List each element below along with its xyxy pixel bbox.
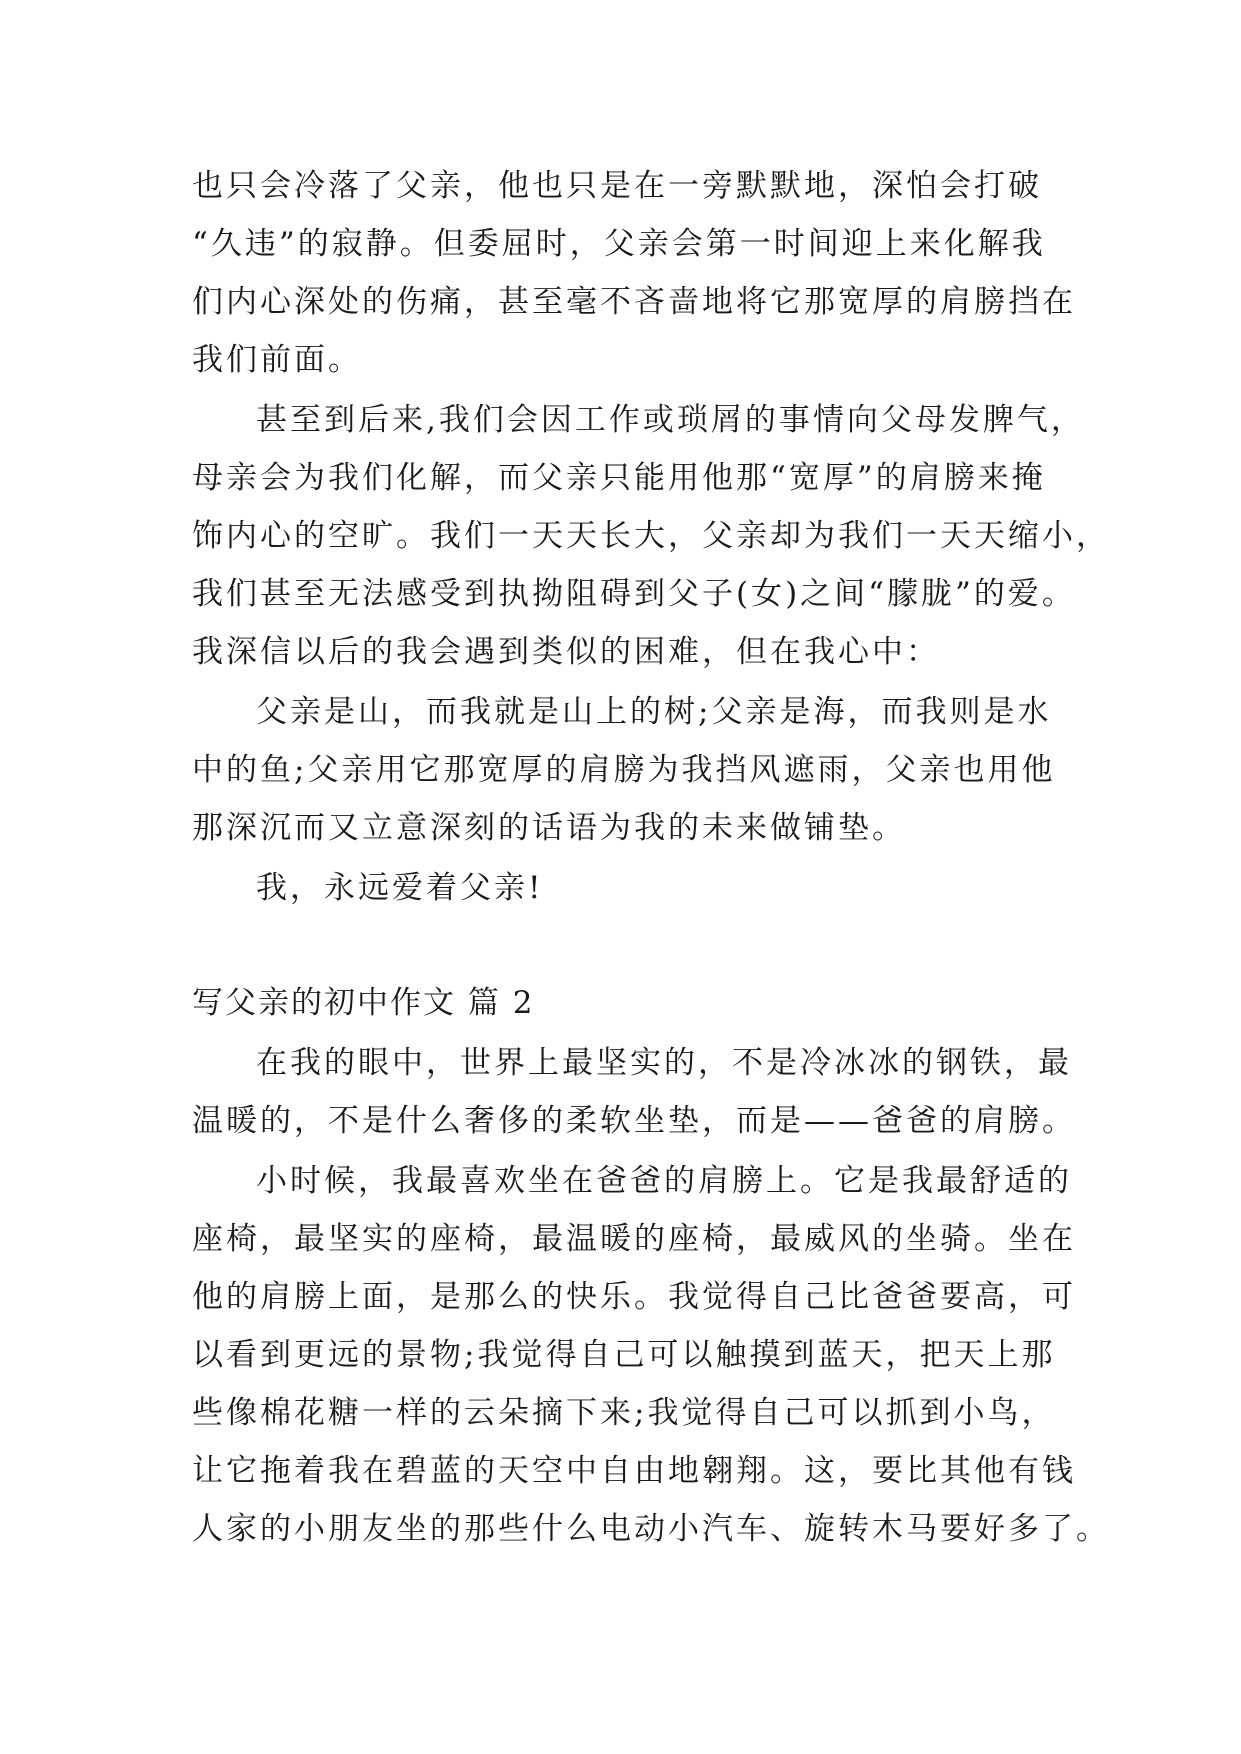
paragraph-line: 在我的眼中，世界上最坚实的，不是冷冰冰的钢铁，最 bbox=[256, 1045, 1072, 1081]
paragraph-line: 温暖的，不是什么奢侈的柔软坐垫，而是——爸爸的肩膀。 bbox=[192, 1103, 1076, 1139]
paragraph-line: 父亲是山，而我就是山上的树;父亲是海，而我则是水 bbox=[256, 694, 1052, 730]
paragraph-line: 小时候，我最喜欢坐在爸爸的肩膀上。它是我最舒适的 bbox=[256, 1163, 1072, 1199]
paragraph-line: 人家的小朋友坐的那些什么电动小汽车、旋转木马要好多了。 bbox=[192, 1511, 1110, 1547]
section-heading: 写父亲的初中作文 篇 2 bbox=[192, 985, 535, 1021]
paragraph-line: 我深信以后的我会遇到类似的困难，但在我心中： bbox=[192, 634, 940, 670]
paragraph-line: 我们前面。 bbox=[192, 342, 362, 378]
paragraph-line: 些像棉花糖一样的云朵摘下来;我觉得自己可以抓到小鸟， bbox=[192, 1395, 1056, 1431]
paragraph-line: 他的肩膀上面，是那么的快乐。我觉得自己比爸爸要高，可 bbox=[192, 1279, 1076, 1315]
paragraph-line: 甚至到后来,我们会因工作或琐屑的事情向父母发脾气， bbox=[256, 402, 1085, 438]
paragraph-line: 座椅，最坚实的座椅，最温暖的座椅，最威风的坐骑。坐在 bbox=[192, 1221, 1076, 1257]
paragraph-line: 们内心深处的伤痛，甚至毫不吝啬地将它那宽厚的肩膀挡在 bbox=[192, 284, 1076, 320]
paragraph-line: 中的鱼;父亲用它那宽厚的肩膀为我挡风遮雨，父亲也用他 bbox=[192, 752, 1056, 788]
paragraph-line: “久违”的寂静。但委屈时，父亲会第一时间迎上来化解我 bbox=[192, 226, 1046, 262]
paragraph-line: 也只会冷落了父亲，他也只是在一旁默默地，深怕会打破 bbox=[192, 168, 1042, 204]
paragraph-line: 那深沉而又立意深刻的话语为我的未来做铺垫。 bbox=[192, 810, 906, 846]
paragraph-line: 让它拖着我在碧蓝的天空中自由地翱翔。这，要比其他有钱 bbox=[192, 1453, 1076, 1489]
paragraph-line: 母亲会为我们化解，而父亲只能用他那“宽厚”的肩膀来掩 bbox=[192, 460, 1046, 496]
paragraph-line: 饰内心的空旷。我们一天天长大，父亲却为我们一天天缩小， bbox=[192, 518, 1110, 554]
paragraph-line: 我，永远爱着父亲! bbox=[256, 870, 544, 906]
paragraph-line: 我们甚至无法感受到执拗阻碍到父子(女)之间“朦胧”的爱。 bbox=[192, 576, 1076, 612]
paragraph-line: 以看到更远的景物;我觉得自己可以触摸到蓝天，把天上那 bbox=[192, 1337, 1056, 1373]
